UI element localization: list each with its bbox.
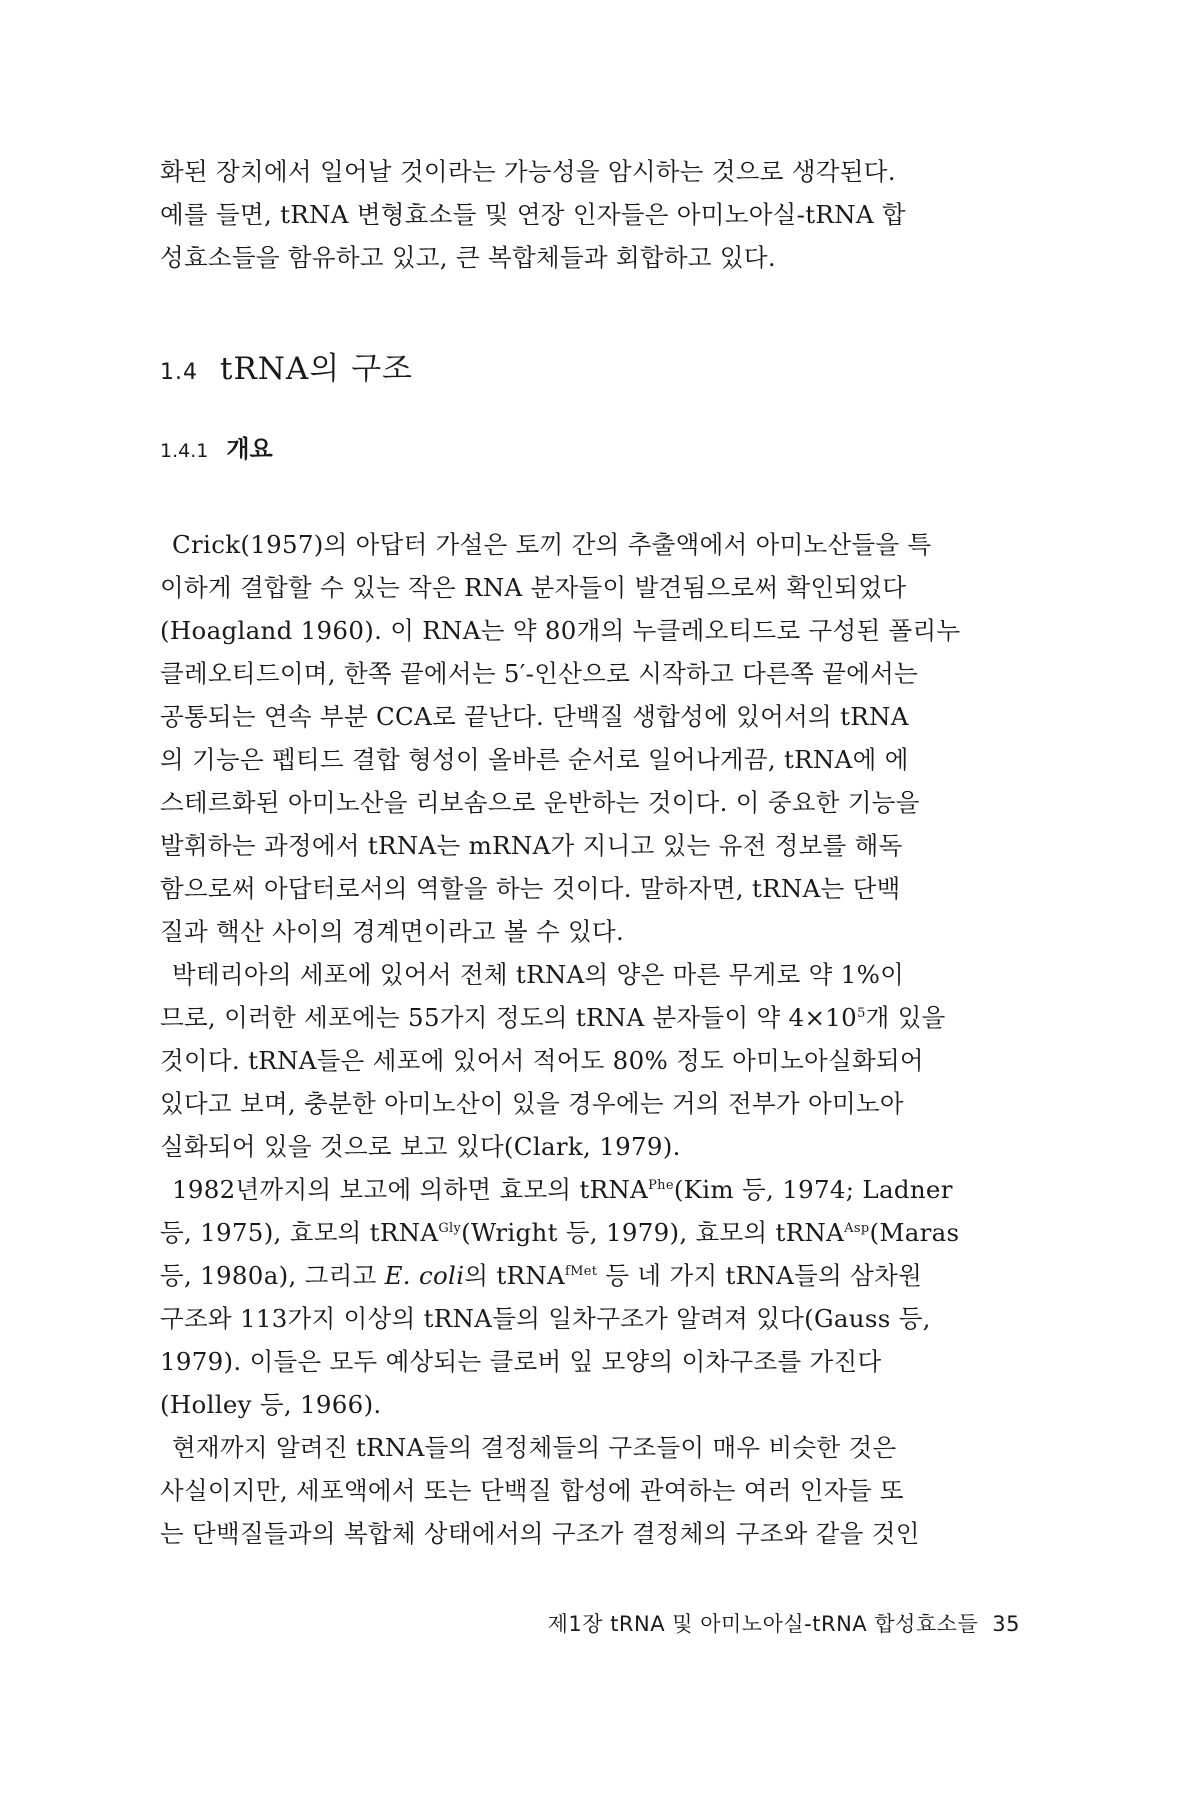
text-line: 박테리아의 세포에 있어서 전체 tRNA의 양은 마른 무게로 약 1%이 xyxy=(172,960,905,989)
text-line: (Holley 등, 1966). xyxy=(160,1390,382,1419)
section-number: 1.4 xyxy=(160,360,198,385)
text-segment: 의 tRNA xyxy=(464,1261,566,1290)
text-segment: (Wright 등, 1979), 효모의 tRNA xyxy=(461,1218,845,1247)
text-line: Crick(1957)의 아답터 가설은 토끼 간의 추출액에서 아미노산들을 특 xyxy=(172,530,932,559)
text-segment: 1982년까지의 보고에 의하면 효모의 tRNA xyxy=(172,1175,649,1204)
page-footer xyxy=(440,1608,1020,1638)
text-line: 있다고 보며, 충분한 아미노산이 있을 경우에는 거의 전부가 아미노아 xyxy=(160,1089,904,1118)
section-heading xyxy=(160,349,1040,393)
text-line xyxy=(160,1168,1040,1211)
subsection-heading xyxy=(160,433,1040,467)
superscript: Gly xyxy=(438,1220,462,1236)
paragraph-1 xyxy=(160,523,1040,953)
text-line: 발휘하는 과정에서 tRNA는 mRNA가 지니고 있는 유전 정보를 해독 xyxy=(160,831,903,860)
text-line: (Hoagland 1960). 이 RNA는 약 80개의 누클레오티드로 구성된 폴리누 xyxy=(160,616,961,645)
page-number: 35 xyxy=(992,1612,1020,1636)
text-line xyxy=(160,1211,1040,1254)
paragraph-3 xyxy=(160,1168,1040,1426)
subsection-number: 1.4.1 xyxy=(160,440,209,462)
superscript: Asp xyxy=(844,1220,870,1236)
text-segment: 등, 1980a), 그리고 xyxy=(160,1261,385,1290)
text-segment: 개 있을 xyxy=(865,1003,946,1032)
paragraph-4 xyxy=(160,1426,1040,1555)
text-line: 구조와 113가지 이상의 tRNA들의 일차구조가 알려져 있다(Gauss 등, xyxy=(160,1304,931,1333)
text-line: 성효소들을 함유하고 있고, 큰 복합체들과 회합하고 있다. xyxy=(160,243,776,272)
text-line xyxy=(160,1254,1040,1297)
superscript: Phe xyxy=(648,1177,674,1193)
text-line: 함으로써 아답터로서의 역할을 하는 것이다. 말하자면, tRNA는 단백 xyxy=(160,874,901,903)
text-line: 클레오티드이며, 한쪽 끝에서는 5′-인산으로 시작하고 다른쪽 끝에서는 xyxy=(160,659,919,688)
subsection-title: 개요 xyxy=(226,435,273,463)
text-segment: (Kim 등, 1974; Ladner xyxy=(673,1175,953,1204)
text-line: 의 기능은 펩티드 결합 형성이 올바른 순서로 일어나게끔, tRNA에 에 xyxy=(160,745,909,774)
text-segment: (Maras xyxy=(869,1218,960,1247)
text-line: 질과 핵산 사이의 경계면이라고 볼 수 있다. xyxy=(160,917,625,946)
text-line: 것이다. tRNA들은 세포에 있어서 적어도 80% 정도 아미노아실화되어 xyxy=(160,1046,924,1075)
text-line: 공통되는 연속 부분 CCA로 끝난다. 단백질 생합성에 있어서의 tRNA xyxy=(160,702,909,731)
species-name: E. coli xyxy=(384,1261,465,1290)
running-footer-chapter: 제1장 tRNA 및 아미노아실-tRNA 합성효소들 xyxy=(547,1612,979,1636)
section-title: tRNA의 구조 xyxy=(220,351,414,387)
superscript: 5 xyxy=(857,1005,866,1021)
text-line: 실화되어 있을 것으로 보고 있다(Clark, 1979). xyxy=(160,1132,681,1161)
text-line: 예를 들면, tRNA 변형효소들 및 연장 인자들은 아미노아실-tRNA 합 xyxy=(160,200,906,229)
text-line: 는 단백질들과의 복합체 상태에서의 구조가 결정체의 구조와 같을 것인 xyxy=(160,1519,920,1548)
text-line: 현재까지 알려진 tRNA들의 결정체들의 구조들이 매우 비슷한 것은 xyxy=(172,1433,897,1462)
text-line: 화된 장치에서 일어날 것이라는 가능성을 암시하는 것으로 생각된다. xyxy=(160,157,896,186)
intro-paragraph xyxy=(160,150,1040,279)
text-line: 1979). 이들은 모두 예상되는 클로버 잎 모양의 이차구조를 가진다 xyxy=(160,1347,882,1376)
text-segment: 등, 1975), 효모의 tRNA xyxy=(160,1218,439,1247)
text-line: 사실이지만, 세포액에서 또는 단백질 합성에 관여하는 여러 인자들 또 xyxy=(160,1476,904,1505)
text-segment: 므로, 이러한 세포에는 55가지 정도의 tRNA 분자들이 약 4×10 xyxy=(160,1003,858,1032)
superscript: fMet xyxy=(565,1263,598,1279)
text-segment: 등 네 가지 tRNA들의 삼차원 xyxy=(597,1261,923,1290)
page-body xyxy=(160,150,1040,1555)
paragraph-2 xyxy=(160,953,1040,1168)
text-line: 이하게 결합할 수 있는 작은 RNA 분자들이 발견됨으로써 확인되었다 xyxy=(160,573,907,602)
text-line xyxy=(160,996,1040,1039)
text-line: 스테르화된 아미노산을 리보솜으로 운반하는 것이다. 이 중요한 기능을 xyxy=(160,788,920,817)
